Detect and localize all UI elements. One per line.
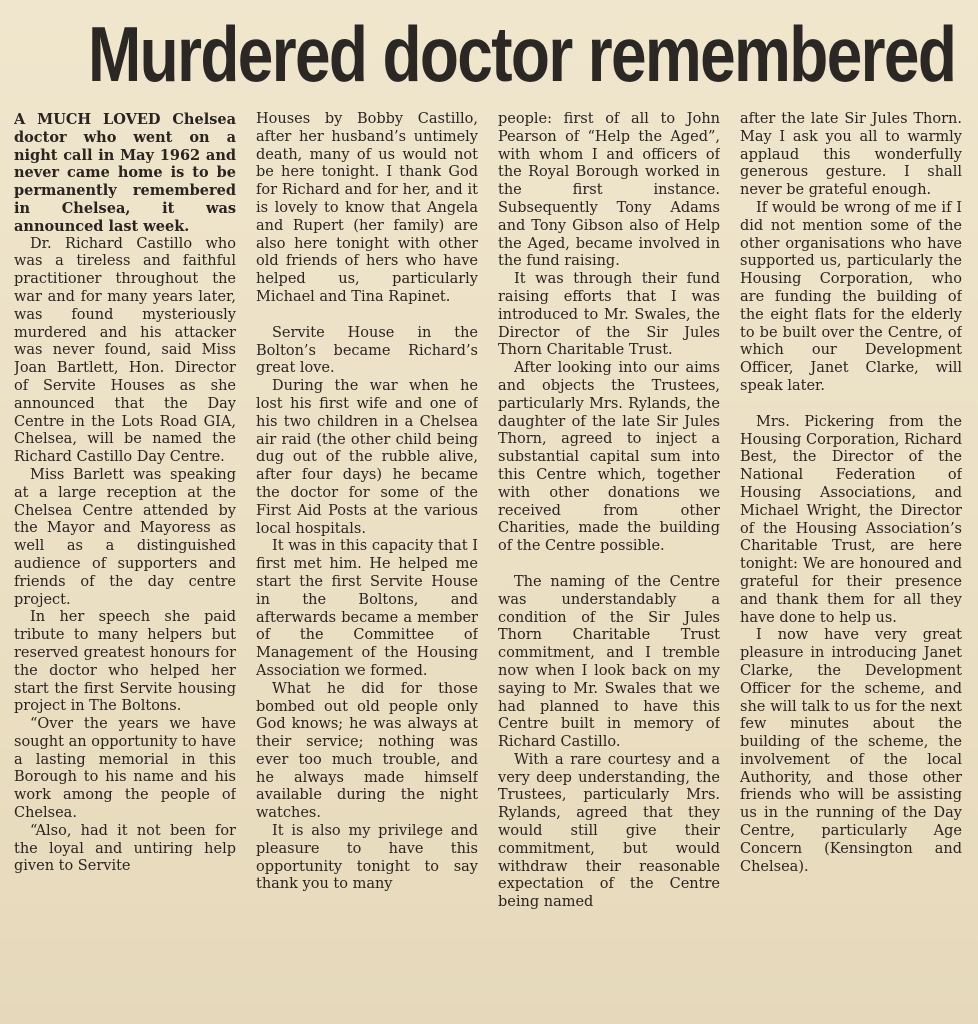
article-paragraph: It is also my privilege and pleasure to have this opportunity tonight to say thank you to many — [256, 823, 478, 893]
article-paragraph: During the war when he lost his first wife and one of his two children in a Chelsea air raid (the other child being dug out of the rubble alive, after four days) he became the doctor for some of the First Aid Posts at the various local hospitals. — [256, 378, 478, 537]
article-paragraph: Houses by Bobby Castillo, after her husband’s untimely death, many of us would not be here tonight. I thank God for Richard and for her, and it is lovely to know that Angela and Rupert (her family) are also here tonight with other old friends of hers who have helped us, particularly Michael and Tina Rapinet. — [256, 111, 478, 305]
article-paragraph: “Over the years we have sought an opportunity to have a lasting memorial in this Borough to his name and his work among the people of Chelsea. — [14, 716, 236, 822]
article-paragraph: people: first of all to John Pearson of “Help the Aged”, with whom I and officers of the Royal Borough worked in the first instance. Subsequently Tony Adams and Tony Gibson also of Help the Aged, became involved in the fund raising. — [498, 111, 720, 270]
article-paragraph: If would be wrong of me if I did not mention some of the other organisations who have supported us, particularly the Housing Corporation, who are funding the building of the eight flats for the elderly to be built over the Centre, of which our Development Officer, Janet Clarke, will speak later. — [740, 199, 962, 394]
article-paragraph: It was in this capacity that I first met him. He helped me start the first Servite House in the Boltons, and afterwards became a member of the Committee of Management of the Housing Association we formed. — [256, 538, 478, 679]
article-paragraph: after the late Sir Jules Thorn. May I ask you all to warmly applaud this wonderfully generous gesture. I shall never be grateful enough. — [740, 111, 962, 199]
article-paragraph: The naming of the Centre was understandably a condition of the Sir Jules Thorn Charitable Trust commitment, and I tremble now when I look back on my saying to Mr. Swales that we had planned to have this Centre built in memory of Richard Castillo. — [498, 573, 720, 751]
article-paragraph: Dr. Richard Castillo who was a tireless and faithful practitioner throughout the war and for many years later, was found mysteriously murdered and his attacker was never found, said Miss Joan Bartlett, Hon. Director of Servite Houses as she announced that the Day Centre in the Lots Road GIA, Chelsea, will be named the Richard Castillo Day Centre. — [14, 235, 236, 466]
article-paragraph: Mrs. Pickering from the Housing Corporation, Richard Best, the Director of the National Federation of Housing Associations, and Michael Wright, the Director of the Housing Association’s Charitable Trust, are here tonight: We are honoured and grateful for their presence and thank them for all they have done to help us. — [740, 413, 962, 626]
article-body — [14, 111, 966, 1007]
article-column-1 — [14, 111, 236, 1007]
article-column-2 — [256, 111, 478, 1007]
article-paragraph: In her speech she paid tribute to many helpers but reserved greatest honours for the doctor who helped her start the first Servite housing project in The Boltons. — [14, 609, 236, 715]
article-paragraph: What he did for those bombed out old people only God knows; he was always at their service; nothing was ever too much trouble, and he always made himself available during the night watches. — [256, 680, 478, 822]
article-paragraph: I now have very great pleasure in introducing Janet Clarke, the Development Officer for the scheme, and she will talk to us for the next few minutes about the building of the scheme, the involvement of the local Authority, and those other friends who will be assisting us in the running of the Day Centre, particularly Age Concern (Kensington and Chelsea). — [740, 627, 962, 875]
article-paragraph: After looking into our aims and objects the Trustees, particularly Mrs. Rylands, the daughter of the late Sir Jules Thorn, agreed to inject a substantial capital sum into this Centre which, together with other donations we received from other Charities, made the building of the Centre possible. — [498, 360, 720, 555]
article-paragraph: Miss Barlett was speaking at a large reception at the Chelsea Centre attended by the Mayor and Mayoress as well as a distinguished audience of supporters and friends of the day centre project. — [14, 466, 236, 608]
headline: Murdered doctor remembered — [88, 10, 956, 98]
article-column-3 — [498, 111, 720, 1007]
article-paragraph: It was through their fund raising efforts that I was introduced to Mr. Swales, the Director of the Sir Jules Thorn Charitable Trust. — [498, 271, 720, 359]
article-lead-paragraph: A MUCH LOVED Chelsea doctor who went on a night call in May 1962 and never came home is to be permanently remembered in Chelsea, it was announced last week. — [14, 111, 236, 235]
article-paragraph: “Also, had it not been for the loyal and untiring help given to Servite — [14, 822, 236, 875]
article-paragraph: With a rare courtesy and a very deep understanding, the Trustees, particularly Mrs. Rylands, agreed that they would still give their commitment, but would withdraw their reasonable expectation of the Centre being named — [498, 751, 720, 911]
article-column-4 — [740, 111, 962, 1007]
article-paragraph: Servite House in the Bolton’s became Richard’s great love. — [256, 324, 478, 377]
